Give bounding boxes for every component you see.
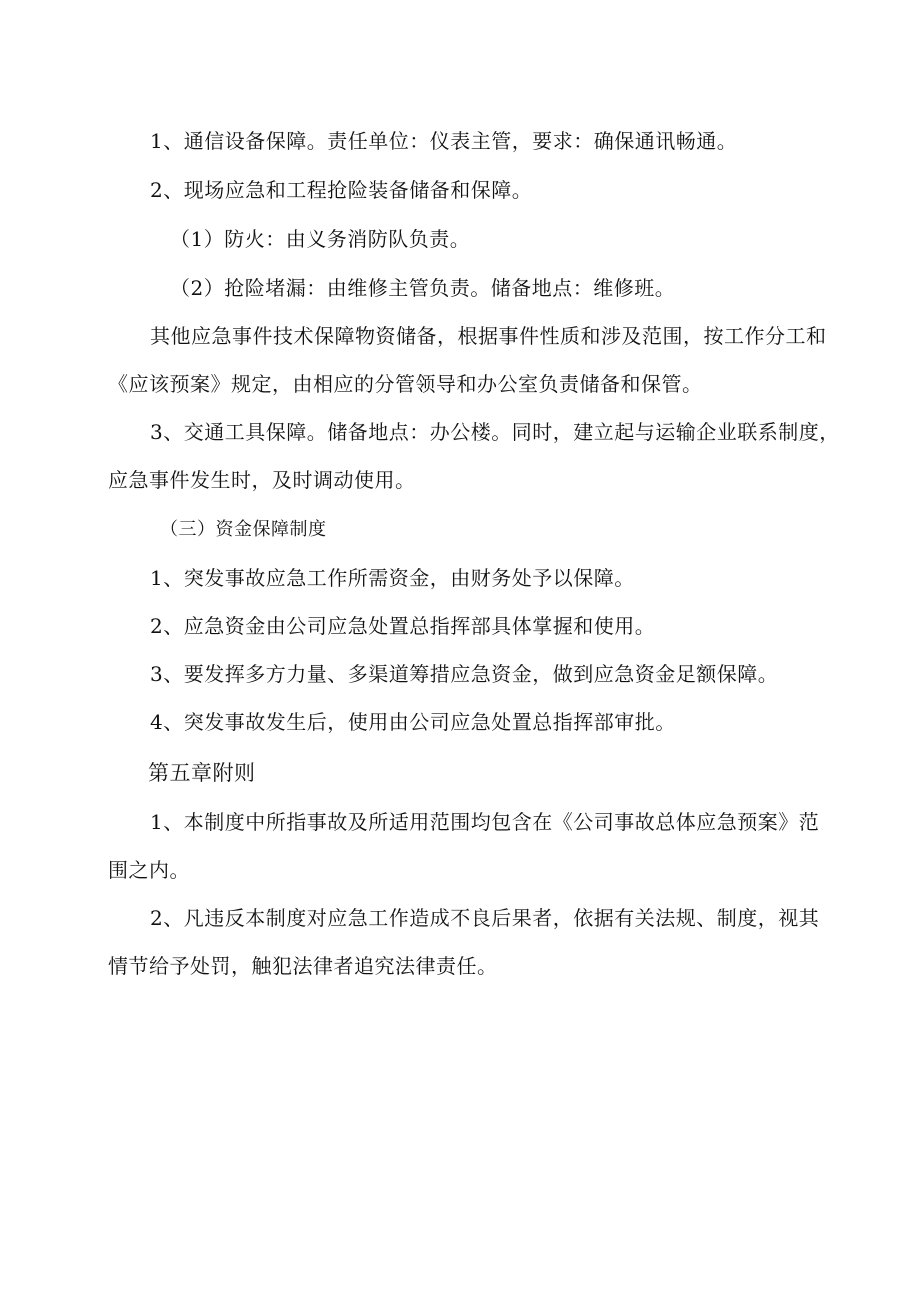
para-leak-repair: （2）抢险堵漏：由维修主管负责。储备地点：维修班。 bbox=[170, 276, 676, 300]
para-penalty-2: 情节给予处罚，触犯法律者追究法律责任。 bbox=[108, 954, 498, 978]
para-penalty-1: 2、凡违反本制度对应急工作造成不良后果者，依据有关法规、制度，视其 bbox=[150, 906, 820, 930]
para-other-materials-2: 《应该预案》规定，由相应的分管领导和办公室负责储备和保管。 bbox=[108, 372, 703, 396]
para-funding-1: 1、突发事故应急工作所需资金，由财务处予以保障。 bbox=[150, 566, 635, 590]
section-funding-title: （三）资金保障制度 bbox=[160, 519, 327, 540]
para-funding-2: 2、应急资金由公司应急处置总指挥部具体掌握和使用。 bbox=[150, 614, 656, 638]
para-transport-1: 3、交通工具保障。储备地点：办公楼。同时，建立起与运输企业联系制度， bbox=[150, 420, 840, 444]
para-emergency-equipment: 2、现场应急和工程抢险装备储备和保障。 bbox=[150, 178, 533, 202]
para-fire-prevention: （1）防火：由义务消防队负责。 bbox=[170, 227, 471, 251]
para-funding-3: 3、要发挥多方力量、多渠道筹措应急资金，做到应急资金足额保障。 bbox=[150, 662, 779, 686]
para-scope-2: 围之内。 bbox=[108, 858, 190, 882]
para-communication-equipment: 1、通信设备保障。责任单位：仪表主管，要求：确保通讯畅通。 bbox=[150, 129, 738, 153]
para-scope-1: 1、本制度中所指事故及所适用范围均包含在《公司事故总体应急预案》范 bbox=[150, 810, 820, 834]
para-other-materials-1: 其他应急事件技术保障物资储备，根据事件性质和涉及范围，按工作分工和 bbox=[150, 324, 827, 348]
chapter-five-heading: 第五章附则 bbox=[148, 761, 256, 785]
para-funding-4: 4、突发事故发生后，使用由公司应急处置总指挥部审批。 bbox=[150, 710, 676, 734]
para-transport-2: 应急事件发生时，及时调动使用。 bbox=[108, 468, 416, 492]
